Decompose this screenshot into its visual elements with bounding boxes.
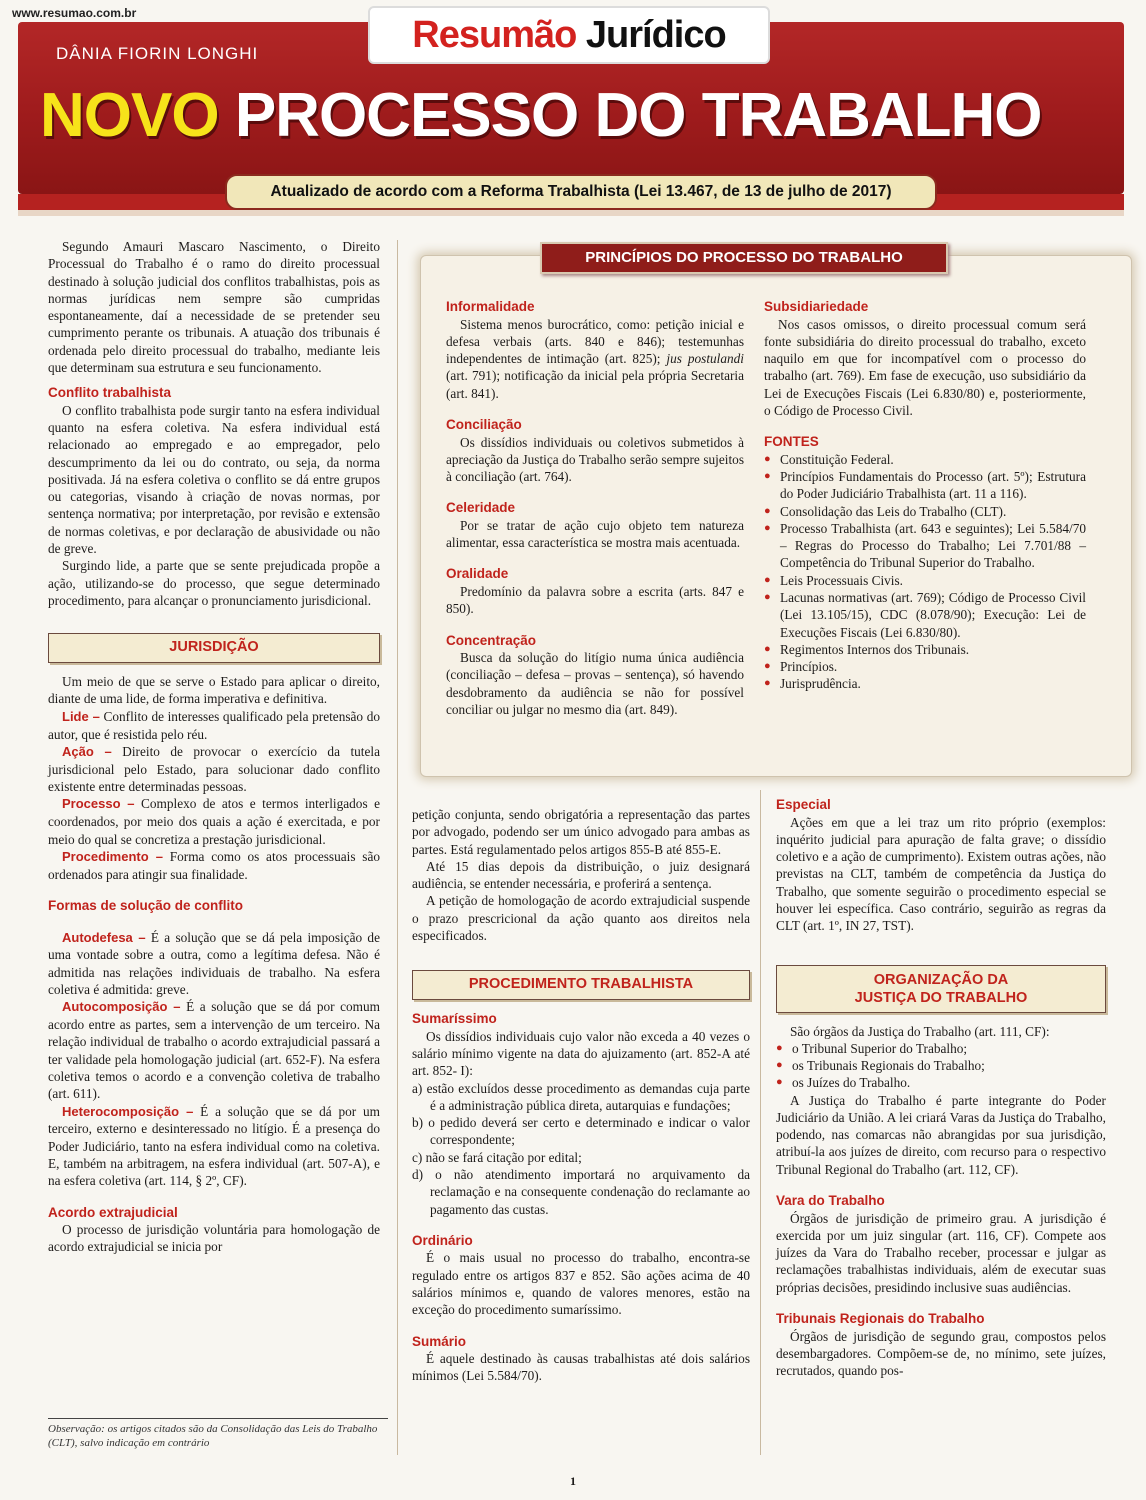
sumarissimo-list [412,1080,750,1218]
term-autodefesa: Autodefesa – [62,929,146,945]
formas-heading: Formas de solução de conflito [48,897,244,913]
conflito-paragraph-2: Surgindo lide, a parte que se sente prejudicada propõe a ação, utilizando-se do processo, que segue determinado procedimento, para alcançar o pronunciamento jurisdicional. [48,558,380,608]
list-item: ● Lacunas normativas (art. 769); Código de Processo Civil (Lei 13.105/15), CDC (8.078/90); Execução: Lei de Execuções Fiscais (Lei 6.830/80). [764,589,1086,641]
definition-acao-text: Direito de provocar o exercício da tutela jurisdicional pelo Estado, para solucionar dado conflito existente entre determinadas pessoas. [48,743,380,795]
definition-autocomposicao [48,998,380,1102]
ordinario-heading: Ordinário [412,1232,473,1248]
concentracao-heading: Concentração [446,632,537,648]
definition-autodefesa-text: É a solução que se dá pela imposição de uma vontade sobre a outra, como a legítima defesa. Não é admitida nas relações individuais de trabalho. Na esfera coletiva é admitida: greve. [48,929,380,997]
list-item: ● os Juízes do Trabalho. [776,1074,1106,1091]
sumarissimo-heading: Sumaríssimo [412,1011,497,1027]
definition-autodefesa [48,929,380,999]
organizacao-title-line-1: ORGANIZAÇÃO DA [873,971,1009,988]
concentracao-text: Busca da solução do litígio numa única audiência (conciliação – defesa – provas – sentença), só havendo desdobramento da audiência se não for possível conciliar ou julgar no mesmo dia (art. 849). [446,650,744,717]
list-item: b) o pedido deverá ser certo e determinado e indicar o valor correspondente; [412,1115,750,1148]
list-item: ● os Tribunais Regionais do Trabalho; [776,1057,1106,1074]
trt-heading: Tribunais Regionais do Trabalho [776,1311,985,1326]
acordo-paragraph-3: A petição de homologação de acordo extrajudicial suspende o prazo prescricional da ação quanto aos direitos nela especificados. [412,893,750,943]
column-divider-2 [760,790,761,1455]
organizacao-intro: São órgãos da Justiça do Trabalho (art. 111, CF): [790,1023,1050,1039]
definition-acao [48,743,380,795]
definition-procedimento-text: Forma como os atos processuais são ordenados para atingir sua finalidade. [48,848,381,882]
definition-procedimento [48,848,380,883]
informalidade-latin-term: jus postulandi [666,351,744,367]
list-item: ● o Tribunal Superior do Trabalho; [776,1040,1106,1057]
term-acao: Ação – [62,743,112,759]
subsidiariedade-text: Nos casos omissos, o direito processual comum será fonte subsidiária do direito processual do trabalho, exceto naquilo em que for incompatível com o processo do trabalho (art. 769). Em fase de execução, uso subsidiário da Lei de Execuções Fiscais (Lei 6.830/80) e, posteriormente, o Código de Processo Civil. [764,316,1086,418]
organizacao-paragraph-2: A Justiça do Trabalho é parte integrante do Poder Judiciário da União. A lei criará Varas da Justiça do Trabalho, podendo, nas comarcas não abrangidas por sua jurisdição, atribuí-la aos juízes de direito, com recurso para o respectivo Tribunal Regional do Trabalho (art. 112, CF). [776,1092,1106,1177]
list-item: ● Princípios. [764,658,1086,675]
principles-column-left [446,290,744,718]
list-item: ● Processo Trabalhista (art. 643 e seguintes); Lei 5.584/70 – Regras do Processo do Trabalho; Lei 7.701/88 – Competência do Tribunal Superior do Trabalho. [764,520,1086,572]
conciliacao-text: Os dissídios individuais ou coletivos submetidos à apreciação da Justiça do Trabalho serão sempre sujeitos à conciliação (art. 764). [446,434,744,485]
term-processo: Processo – [62,796,135,812]
jurisdicao-intro: Um meio de que se serve o Estado para aplicar o direito, diante de uma lide, de forma imperativa e definitiva. [48,674,380,707]
title-rest: PROCESSO DO TRABALHO [234,81,1042,150]
definition-processo [48,795,380,847]
page-number: 1 [570,1474,576,1488]
term-heterocomposicao: Heterocomposição – [62,1103,194,1119]
definition-heterocomposicao-text: É a solução que se dá por um terceiro, externo e desinteressado no litígio. É a presença do Poder Judiciário, tanto na esfera individual como na coletiva. E, também na arbitragem, na esfera individual (art. 507-A), e na esfera coletiva (art. 114, § 2º, CF). [48,1103,380,1189]
acordo-paragraph: O processo de jurisdição voluntária para homologação de acordo extrajudicial se inicia por [48,1222,380,1255]
term-lide: Lide – [62,708,100,724]
procedimento-section-title: PROCEDIMENTO TRABALHISTA [412,970,750,1000]
author-name: DÂNIA FIORIN LONGHI [56,44,259,63]
sumario-text: É aquele destinado às causas trabalhistas até dois salários mínimos (Lei 5.584/70). [412,1351,750,1384]
list-item: ● Constituição Federal. [764,451,1086,468]
informalidade-text-a: Sistema menos burocrático, como: petição inicial e defesa verbais (arts. 840 e 846); testemunhas independentes de intimação (art. 825); [446,316,744,367]
sumario-heading: Sumário [412,1333,467,1349]
ordinario-text: É o mais usual no processo do trabalho, encontra-se regulado entre os artigos 837 e 852. São ações acima de 40 salários mínimos e, quando de valores menores, estão na exceção do procedimento sumaríssimo. [412,1250,750,1318]
header-shadow [18,210,1124,216]
informalidade-text-b: (art. 791); notificação da inicial pela própria Secretaria (art. 841). [446,368,744,401]
definition-processo-text: Complexo de atos e termos interligados e coordenados, por meio dos quais a ação é exercitada, e por meio do qual se concretiza a prestação jurisdicional. [48,796,380,847]
fontes-heading: FONTES [764,434,819,450]
site-url[interactable]: www.resumao.com.br [12,6,137,20]
intro-paragraph: Segundo Amauri Mascaro Nascimento, o Direito Processual do Trabalho é o ramo do direito processual destinado à solução judicial dos conflitos trabalhistas, pois as normas jurídicas nem sempre são cumpridas espontaneamente, daí a necessidade de se pretender seu cumprimento perante os tribunais. A atuação dos tribunais é ordenada pelo direito processual do trabalho, mediante leis que determinam sua estrutura e seu funcionamento. [48,239,380,375]
oralidade-heading: Oralidade [446,566,509,582]
principles-column-right [764,290,1086,693]
brand-word-resumao: Resumão [412,14,577,56]
acordo-paragraph-2: Até 15 dias depois da distribuição, o juiz designará audiência, se entender necessária, e proferirá a sentença. [412,858,750,892]
definition-lide-text: Conflito de interesses qualificado pela pretensão do autor, que é resistida pelo réu. [48,708,380,742]
acordo-heading: Acordo extrajudicial [48,1204,178,1220]
list-item: ● Regimentos Internos dos Tribunais. [764,641,1086,658]
acordo-continuation: petição conjunta, sendo obrigatória a representação das partes por advogado, podendo ser um único advogado para ambas as partes. Está regulamentado pelos artigos 855-B até 855-E. [412,807,750,857]
list-item: d) o não atendimento importará no arquivamento da reclamação e na consequente condenação do reclamante ao pagamento das custas. [412,1167,750,1217]
principles-section-title: PRINCÍPIOS DO PROCESSO DO TRABALHO [540,242,948,274]
list-item: c) não se fará citação por edital; [412,1149,582,1165]
organizacao-title-line-2: JUSTIÇA DO TRABALHO [854,989,1028,1006]
term-procedimento: Procedimento – [62,848,163,864]
definition-lide [48,708,380,743]
list-item: ● Consolidação das Leis do Trabalho (CLT). [764,503,1086,520]
conflito-paragraph-1: O conflito trabalhista pode surgir tanto na esfera individual quanto na esfera coletiva. Na esfera individual está relacionado ao empregado e ao empregador, pelo descumprimento da lei ou do contrato, ou seja, da norma positivada. Já na esfera coletiva o conflito se dá entre grupos ou categorias, visando à criação de novas normas, por sentença normativa; por interpretação, por revisão e extensão de normas coletivas, e por declaração de abusividade ou não de greve. [48,402,380,557]
fontes-list [764,451,1086,693]
especial-text: Ações em que a lei traz um rito próprio (exemplos: inquérito judicial para apuração de falta grave; o dissídio coletivo e a ação de cumprimento). Existem outras ações, não previstas na CLT, também de competência da Justiça do Trabalho, que somente seguirão o procedimento especial se houver lei específica. Caso contrário, seguirão as regras da CLT (art. 1º, IN 27, TST). [776,814,1106,934]
vara-text: Órgãos de jurisdição de primeiro grau. A jurisdição é exercida por um juiz singular (art. 116, CF). Compete aos juízes da Vara do Trabalho receber, processar e julgar as reclamações trabalhistas individuais, além de executar suas próprias decisões, presidindo inclusive suas audiências. [776,1210,1106,1295]
trt-text: Órgãos de jurisdição de segundo grau, compostos pelos desembargadores. Compõem-se de, no mínimo, sete juízes, recrutados, quando pos- [776,1328,1106,1379]
celeridade-text: Por se tratar de ação cujo objeto tem natureza alimentar, essa característica se mostra mais acentuada. [446,517,744,551]
celeridade-heading: Celeridade [446,500,516,516]
organizacao-section-title [776,965,1106,1013]
title-highlight: NOVO [40,81,219,150]
page-title [40,80,1110,170]
definition-heterocomposicao [48,1103,380,1190]
sumarissimo-text: Os dissídios individuais cujo valor não exceda a 40 vezes o salário mínimo vigente na data do ajuizamento (art. 852-A até art. 852- I): [412,1028,750,1079]
informalidade-text [446,316,744,402]
conciliacao-heading: Conciliação [446,416,522,432]
list-item: ● Leis Processuais Civis. [764,572,1086,589]
informalidade-heading: Informalidade [446,299,535,314]
list-item: ● Princípios Fundamentais do Processo (art. 5º); Estrutura do Poder Judiciário Trabalhista (art. 11 a 116). [764,468,1086,503]
brand-word-juridico: Jurídico [585,14,726,56]
term-autocomposicao: Autocomposição – [62,999,181,1015]
especial-heading: Especial [776,797,831,812]
column-middle [412,806,750,1385]
subtitle-banner: Atualizado de acordo com a Reforma Trabalhista (Lei 13.467, de 13 de julho de 2017) [225,174,937,210]
subsidiariedade-heading: Subsidiariedade [764,299,869,314]
jurisdicao-section-title: JURISDIÇÃO [48,633,380,663]
column-right [776,796,1106,1379]
vara-heading: Vara do Trabalho [776,1193,885,1209]
definition-autocomposicao-text: É a solução que se dá por comum acordo entre as partes, sem a intervenção de um terceiro. Na relação individual de trabalho o acordo extrajudicial passará a ter validade pela homologação judicial (art. 652-F). Na esfera coletiva temos o acordo e a convenção coletiva de trabalho (art. 611). [48,999,381,1102]
column-left [48,238,380,1256]
orgaos-list [776,1040,1106,1092]
oralidade-text: Predomínio da palavra sobre a escrita (arts. 847 e 850). [446,584,744,617]
list-item: a) estão excluídos desse procedimento as demandas cuja parte é a administração pública direta, autarquias e fundações; [412,1080,750,1113]
column-divider-1 [397,240,398,1455]
brand-logo [368,6,770,64]
footnote: Observação: os artigos citados são da Consolidação das Leis do Trabalho (CLT), salvo indicação em contrário [48,1418,388,1451]
list-item: ● Jurisprudência. [764,675,1086,692]
conflito-heading: Conflito trabalhista [48,385,172,401]
